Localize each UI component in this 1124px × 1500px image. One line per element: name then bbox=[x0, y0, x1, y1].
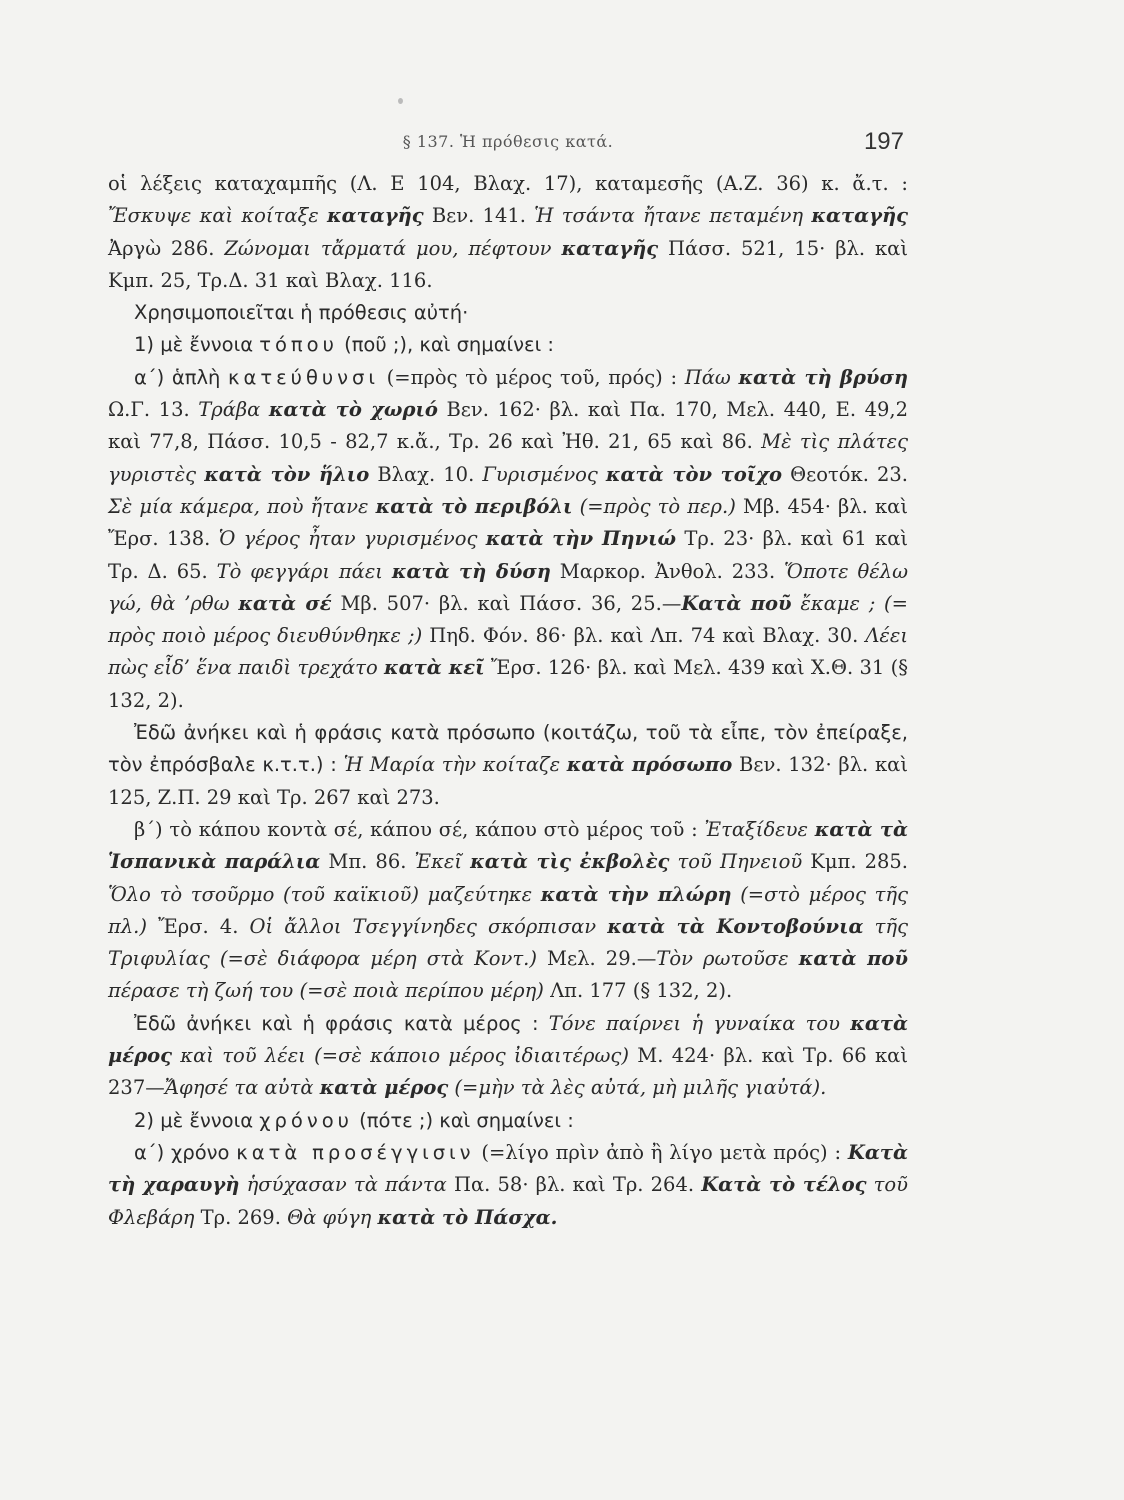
paragraph: 1) μὲ ἔννοια τόπου (ποῦ ;), καὶ σημαίνει : bbox=[134, 333, 554, 357]
page-number: 197 bbox=[863, 128, 904, 155]
body-text bbox=[108, 168, 908, 1234]
running-head: § 137. Ἡ πρόθεσις κατά. bbox=[402, 132, 614, 151]
ink-speck bbox=[398, 98, 403, 104]
paragraph: 2) μὲ ἔννοια χρόνου (πότε ;) καὶ σημαίνει : bbox=[134, 1108, 574, 1132]
paragraph: α΄) χρόνο κατὰ προσέγγισιν (=λίγο πρὶν ἀπὸ ἢ λίγο μετὰ πρός) : Κατὰ τὴ χαραυγὴ ἡσύχασαν τὰ πάντα Πα. 58· βλ. καὶ Τρ. 264. Κατὰ τὸ τέλος τοῦ Φλεβάρη Τρ. 269. Θὰ φύγη κατὰ τὸ Πάσχα. bbox=[108, 1140, 908, 1229]
paragraph: οἱ λέξεις καταχαμπῆς (Λ. Ε 104, Βλαχ. 17), καταμεσῆς (Α.Ζ. 36) κ. ἄ.τ. : Ἔσκυψε καὶ κοίταξε καταγῆς Βεν. 141. Ἡ τσάντα ἤτανε πεταμένη καταγῆς Ἀργὼ 286. Ζώνομαι τἄρματά μου, πέφτουν καταγῆς Πάσσ. 521, 15· βλ. καὶ Κμπ. 25, Τρ.Δ. 31 καὶ Βλαχ. 116. bbox=[108, 172, 908, 292]
page-header bbox=[108, 128, 908, 168]
page bbox=[108, 128, 908, 1234]
paragraph: α΄) ἁπλὴ κατεύθυνσι (=πρὸς τὸ μέρος τοῦ, πρός) : Πάω κατὰ τὴ βρύση Ω.Γ. 13. Τράβα κατὰ τὸ χωριό Βεν. 162· βλ. καὶ Πα. 170, Μελ. 440, Ε. 49,2 καὶ 77,8, Πάσσ. 10,5 - 82,7 κ.ἄ., Τρ. 26 καὶ Ἠθ. 21, 65 καὶ 86. Μὲ τὶς πλάτες γυριστὲς κατὰ τὸν ἥλιο Βλαχ. 10. Γυρισμένος κατὰ τὸν τοῖχο Θεοτόκ. 23. Σὲ μία κάμερα, ποὺ ἤτανε κατὰ τὸ περιβόλι (=πρὸς τὸ περ.) Μβ. 454· βλ. καὶ Ἔρσ. 138. Ὁ γέρος ἦταν γυρισμένος κατὰ τὴν Πηνιώ Τρ. 23· βλ. καὶ 61 καὶ Τρ. Δ. 65. Τὸ φεγγάρι πάει κατὰ τὴ δύση Μαρκορ. Ἀνθολ. 233. Ὅποτε θέλω γώ, θὰ ’ρθω κατὰ σέ Μβ. 507· βλ. καὶ Πάσσ. 36, 25.—Κατὰ ποῦ ἔκαμε ; (= πρὸς ποιὸ μέρος διευθύνθηκε ;) Πηδ. Φόν. 86· βλ. καὶ Λπ. 74 καὶ Βλαχ. 30. Λέει πὼς εἶδ’ ἕνα παιδὶ τρεχάτο κατὰ κεῖ Ἔρσ. 126· βλ. καὶ Μελ. 439 καὶ Χ.Θ. 31 (§ 132, 2). bbox=[108, 365, 909, 712]
paragraph: Ἐδῶ ἀνήκει καὶ ἡ φράσις κατὰ πρόσωπο (κοιτάζω, τοῦ τὰ εἶπε, τὸν ἐπείραξε, τὸν ἐπρόσβαλε κ.τ.τ.) : Ἡ Μαρία τὴν κοίταζε κατὰ πρόσωπο Βεν. 132· βλ. καὶ 125, Ζ.Π. 29 καὶ Τρ. 267 καὶ 273. bbox=[108, 721, 908, 809]
paragraph: Ἐδῶ ἀνήκει καὶ ἡ φράσις κατὰ μέρος : Τόνε παίρνει ἡ γυναίκα του κατὰ μέρος καὶ τοῦ λέει (=σὲ κάποιο μέρος ἰδιαιτέρως) Μ. 424· βλ. καὶ Τρ. 66 καὶ 237—Ἄφησέ τα αὐτὰ κατὰ μέρος (=μὴν τὰ λὲς αὐτά, μὴ μιλῆς γιαὐτά). bbox=[108, 1011, 908, 1100]
paragraph: Χρησιμοποιεῖται ἡ πρόθεσις αὐτή· bbox=[134, 301, 469, 325]
paragraph: β΄) τὸ κάπου κοντὰ σέ, κάπου σέ, κάπου στὸ μέρος τοῦ : Ἐταξίδευε κατὰ τὰ Ἱσπανικὰ παράλια Μπ. 86. Ἐκεῖ κατὰ τὶς ἐκβολὲς τοῦ Πηνειοῦ Κμπ. 285. Ὅλο τὸ τσοῦρμο (τοῦ καϊκιοῦ) μαζεύτηκε κατὰ τὴν πλώρη (=στὸ μέρος τῆς πλ.) Ἔρσ. 4. Οἱ ἄλλοι Τσεγγίνηδες σκόρπισαν κατὰ τὰ Κοντοβούνια τῆς Τριφυλίας (=σὲ διάφορα μέρη στὰ Κοντ.) Μελ. 29.—Τὸν ρωτοῦσε κατὰ ποῦ πέρασε τὴ ζωή του (=σὲ ποιὰ περίπου μέρη) Λπ. 177 (§ 132, 2). bbox=[108, 817, 909, 1003]
